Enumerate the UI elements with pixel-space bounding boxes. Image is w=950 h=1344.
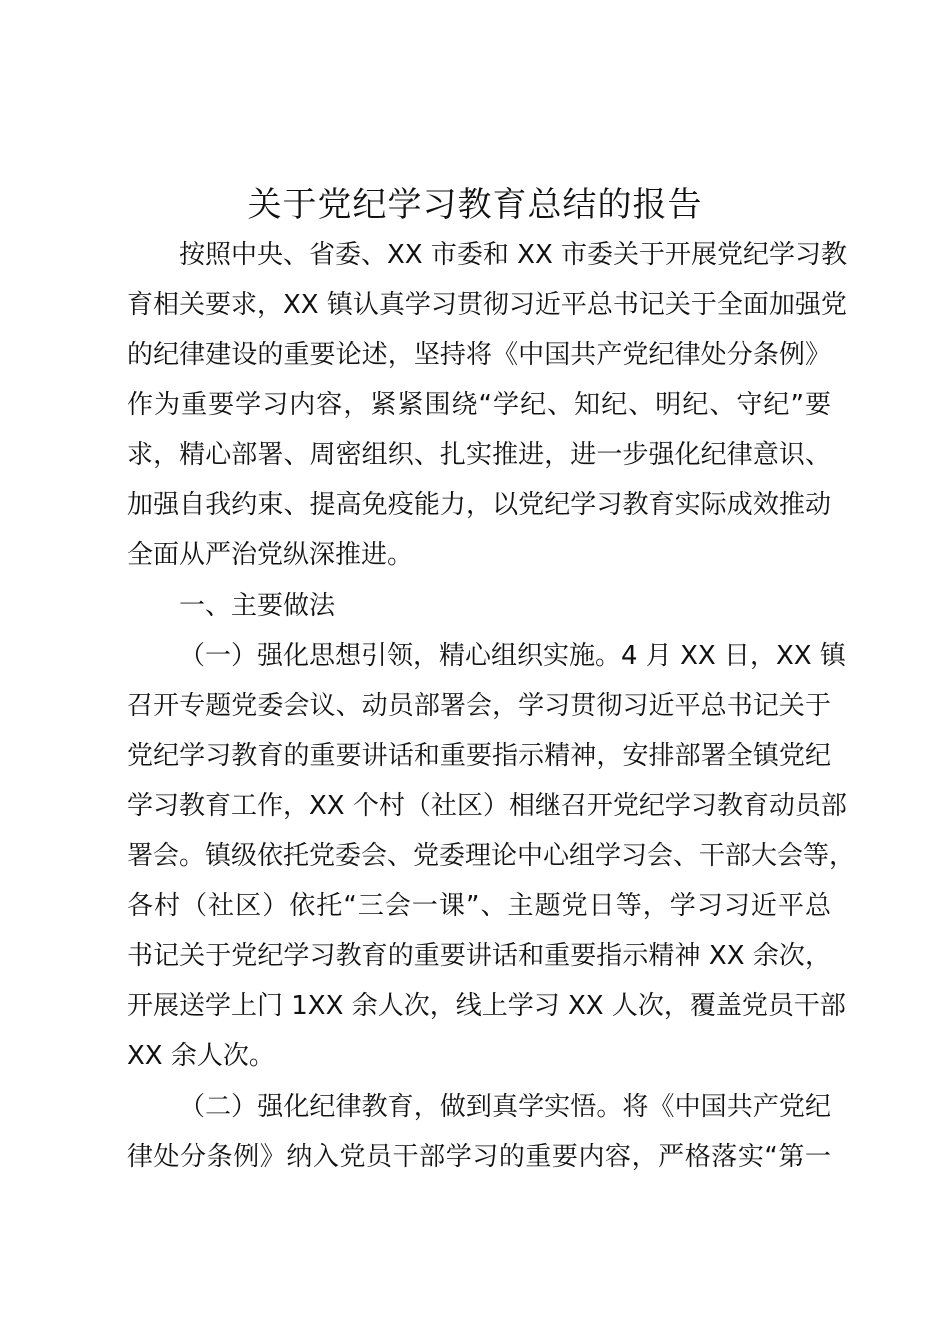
paragraph-3-line-1: （二）强化纪律教育，做到真学实悟。将《中国共产党纪: [179, 1092, 831, 1122]
paragraph-1-line-4: 作为重要学习内容，紧紧围绕“学纪、知纪、明纪、守纪”要: [127, 390, 831, 420]
paragraph-2-line-8: 开展送学上门 1XX 余人次，线上学习 XX 人次，覆盖党员干部: [127, 991, 846, 1021]
paragraph-1-line-7: 全面从严治党纵深推进。: [127, 540, 414, 570]
paragraph-2-line-2: 召开专题党委会议、动员部署会，学习贯彻习近平总书记关于: [127, 691, 831, 721]
paragraph-2-line-1: （一）强化思想引领，精心组织实施。4 月 XX 日，XX 镇: [179, 641, 846, 671]
paragraph-1-line-1: 按照中央、省委、XX 市委和 XX 市委关于开展党纪学习教: [179, 240, 848, 270]
paragraph-3-line-2: 律处分条例》纳入党员干部学习的重要内容，严格落实“第一: [127, 1142, 831, 1172]
paragraph-2-line-9: XX 余人次。: [127, 1041, 275, 1071]
paragraph-1-line-2: 育相关要求，XX 镇认真学习贯彻习近平总书记关于全面加强党: [127, 290, 847, 320]
document-title: 关于党纪学习教育总结的报告: [247, 185, 703, 225]
paragraph-2-line-4: 学习教育工作，XX 个村（社区）相继召开党纪学习教育动员部: [127, 791, 847, 821]
paragraph-2-line-6: 各村（社区）依托“三会一课”、主题党日等，学习习近平总: [127, 891, 831, 921]
section-heading-main-practices: 一、主要做法: [179, 591, 336, 621]
paragraph-1-line-3: 的纪律建设的重要论述，坚持将《中国共产党纪律处分条例》: [127, 340, 831, 370]
paragraph-1-line-6: 加强自我约束、提高免疫能力，以党纪学习教育实际成效推动: [127, 490, 831, 520]
paragraph-2-line-7: 书记关于党纪学习教育的重要讲话和重要指示精神 XX 余次，: [127, 941, 831, 971]
paragraph-1-line-5: 求，精心部署、周密组织、扎实推进，进一步强化纪律意识、: [127, 440, 831, 470]
paragraph-2-line-3: 党纪学习教育的重要讲话和重要指示精神，安排部署全镇党纪: [127, 741, 831, 771]
paragraph-2-line-5: 署会。镇级依托党委会、党委理论中心组学习会、干部大会等，: [127, 841, 856, 871]
